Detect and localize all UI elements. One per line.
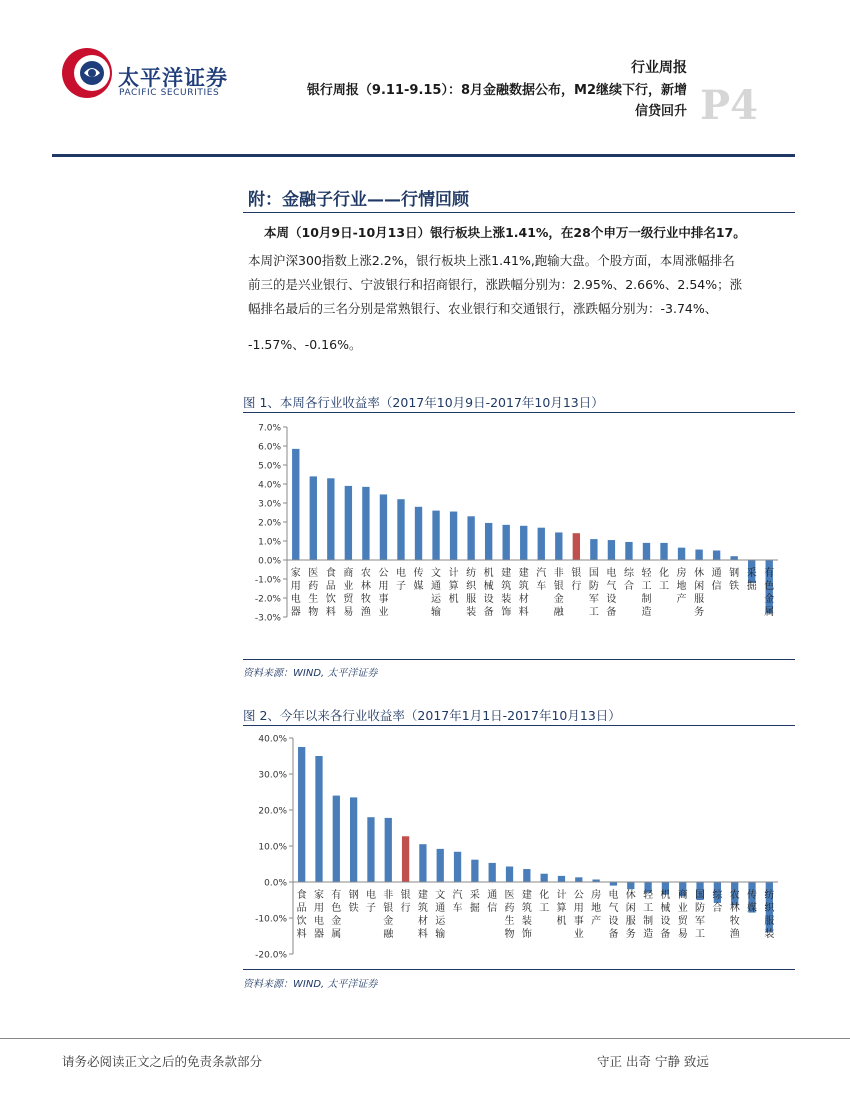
y-tick-label: 3.0% [258,499,281,510]
category-label: 传媒 [747,890,758,914]
category-label: 轻工制造 [643,890,654,940]
category-label: 公用事业 [573,890,584,940]
y-tick-label: 10.0% [258,842,287,853]
bar [660,543,667,560]
y-tick-label: 5.0% [258,461,281,472]
bar [310,476,317,560]
category-label: 农林牧渔 [729,890,740,940]
category-label: 房地产 [676,568,687,605]
bar [678,548,685,560]
logo-company-name-en: PACIFIC SECURITIES [119,88,220,98]
category-label: 建筑装饰 [501,568,512,618]
category-label: 化工 [659,568,670,592]
report-title-line2: 信贷回升 [634,104,687,119]
bar [485,523,492,560]
bar [730,556,737,560]
footer-disclaimer: 请务必阅读正文之后的免责条款部分 [62,1054,263,1069]
category-label: 建筑材料 [417,890,428,940]
bar [315,756,322,882]
category-label: 银行 [571,568,582,592]
y-tick-label: 4.0% [258,480,281,491]
summary-sentence: 本周（10月9日-10月13日）银行板块上涨1.41%，在28个申万一级行业中排名17。 [264,225,746,240]
figure-2-bottom-rule [243,969,795,970]
bar [627,882,634,889]
y-tick-label: 0.0% [264,878,287,889]
category-label: 通信 [487,890,498,914]
report-type: 行业周报 [631,60,687,76]
category-label: 有色金属 [764,568,775,618]
category-label: 医药生物 [308,568,319,618]
category-label: 农林牧渔 [360,568,371,618]
category-label: 医药生物 [504,890,515,940]
category-label: 汽车 [536,568,547,592]
bar [625,542,632,560]
category-label: 国防军工 [588,568,599,618]
bar [419,844,426,882]
bar [608,540,615,560]
header-divider [52,154,795,157]
bar [590,539,597,560]
section-title: 附：金融子行业——行情回顾 [248,190,469,210]
category-label: 食品饮料 [296,890,307,940]
bar [385,818,392,882]
bar [471,860,478,882]
bar [558,876,565,882]
category-label: 休闲服务 [625,890,636,940]
bar [432,511,439,560]
bar [350,797,357,882]
bar [575,877,582,882]
category-label: 电子 [395,568,406,592]
figure-1-top-rule [243,412,795,413]
bar [523,869,530,882]
y-tick-label: 20.0% [258,806,287,817]
bar [367,817,374,882]
category-label: 家用电器 [313,890,324,940]
category-label: 公用事业 [378,568,389,618]
category-label: 非银金融 [383,890,394,940]
y-tick-label: -20.0% [255,950,287,961]
y-tick-label: 6.0% [258,442,281,453]
report-title-line1: 银行周报（9.11-9.15）：8月金融数据公布，M2继续下行，新增 [306,83,687,98]
bar [538,528,545,560]
bar [380,494,387,560]
bar [643,543,650,560]
category-label: 食品饮料 [325,568,336,618]
bar [415,507,422,560]
bar [610,882,617,886]
figure-1-bottom-rule [243,659,795,660]
figure-2-bar-chart [243,728,795,968]
bar [298,747,305,882]
y-tick-label: -2.0% [254,594,281,605]
category-label: 钢铁 [348,890,359,914]
category-label: 休闲服务 [694,568,705,618]
pacific-securities-logo-icon [60,46,114,100]
bar [397,499,404,560]
figure-1-bar-chart [243,415,795,657]
category-label: 采掘 [746,568,757,592]
y-tick-label: 1.0% [258,537,281,548]
category-label: 建筑装饰 [521,890,532,940]
section-divider [243,212,795,213]
category-label: 采掘 [469,890,480,914]
bar [573,533,580,560]
category-label: 有色金属 [331,890,342,940]
category-label: 房地产 [591,890,602,927]
bar [713,551,720,561]
bar [695,550,702,560]
category-label: 电子 [365,890,376,914]
bar [437,849,444,882]
bar [292,449,299,560]
page-number: P4 [700,82,758,129]
bar [345,486,352,560]
category-label: 银行 [400,890,411,914]
figure-1-source: 资料来源：WIND, 太平洋证券 [243,668,378,679]
category-label: 文通运输 [431,568,442,618]
category-label: 文通运输 [435,890,446,940]
category-label: 商业贸易 [677,890,688,940]
bar [450,512,457,560]
bar [541,874,548,882]
category-label: 传媒 [413,568,424,592]
category-label: 机械设备 [660,890,671,940]
category-label: 电气设备 [608,890,619,940]
category-label: 通信 [711,568,722,592]
category-label: 计算机 [556,890,567,927]
category-label: 计算机 [448,568,459,605]
footer-divider [0,1038,850,1039]
category-label: 商业贸易 [343,568,354,618]
y-tick-label: 30.0% [258,770,287,781]
bar [333,796,340,882]
bar [489,863,496,882]
logo-company-name: 太平洋证券 [118,66,228,90]
bar [555,532,562,560]
footer-motto: 守正 出奇 宁静 致远 [597,1054,709,1069]
figure-2-source: 资料来源：WIND, 太平洋证券 [243,979,378,990]
paragraph-line: 前三的是兴业银行、宁波银行和招商银行，涨跌幅分别为：2.95%、2.66%、2.54%；涨 [248,277,743,292]
category-label: 轻工制造 [641,568,652,618]
category-label: 家用电器 [290,568,301,618]
category-label: 电气设备 [606,568,617,618]
bar [506,867,513,882]
category-label: 钢铁 [729,568,740,592]
bar [520,526,527,560]
figure-1-title: 图 1、本周各行业收益率（2017年10月9日-2017年10月13日） [243,395,604,410]
figure-2-top-rule [243,725,795,726]
y-tick-label: 2.0% [258,518,281,529]
y-tick-label: 0.0% [258,556,281,567]
category-label: 化工 [539,890,550,914]
paragraph-line: 幅排名最后的三名分别是常熟银行、农业银行和交通银行，涨跌幅分别为：-3.74%、 [248,301,718,316]
bar [503,525,510,560]
bar [402,836,409,882]
bar [327,478,334,560]
bar [362,487,369,560]
category-label: 纺织服装 [466,568,477,618]
category-label: 国防军工 [695,890,706,940]
y-tick-label: -10.0% [255,914,287,925]
category-label: 纺织服装 [764,890,775,940]
category-label: 非银金融 [553,568,564,618]
y-tick-label: -3.0% [254,613,281,624]
category-label: 汽车 [452,890,463,914]
category-label: 综合 [712,890,723,914]
category-label: 综合 [623,568,634,592]
y-tick-label: -1.0% [254,575,281,586]
paragraph-line: 本周沪深300指数上涨2.2%，银行板块上涨1.41%,跑输大盘。个股方面，本周涨幅排名 [248,253,735,268]
bar [454,852,461,882]
y-tick-label: 7.0% [258,423,281,434]
y-tick-label: 40.0% [258,734,287,745]
figure-2-title: 图 2、今年以来各行业收益率（2017年1月1日-2017年10月13日） [243,708,621,723]
bar [467,516,474,560]
paragraph-line: -1.57%、-0.16%。 [248,337,362,352]
category-label: 机械设备 [483,568,494,618]
category-label: 建筑材料 [518,568,529,618]
